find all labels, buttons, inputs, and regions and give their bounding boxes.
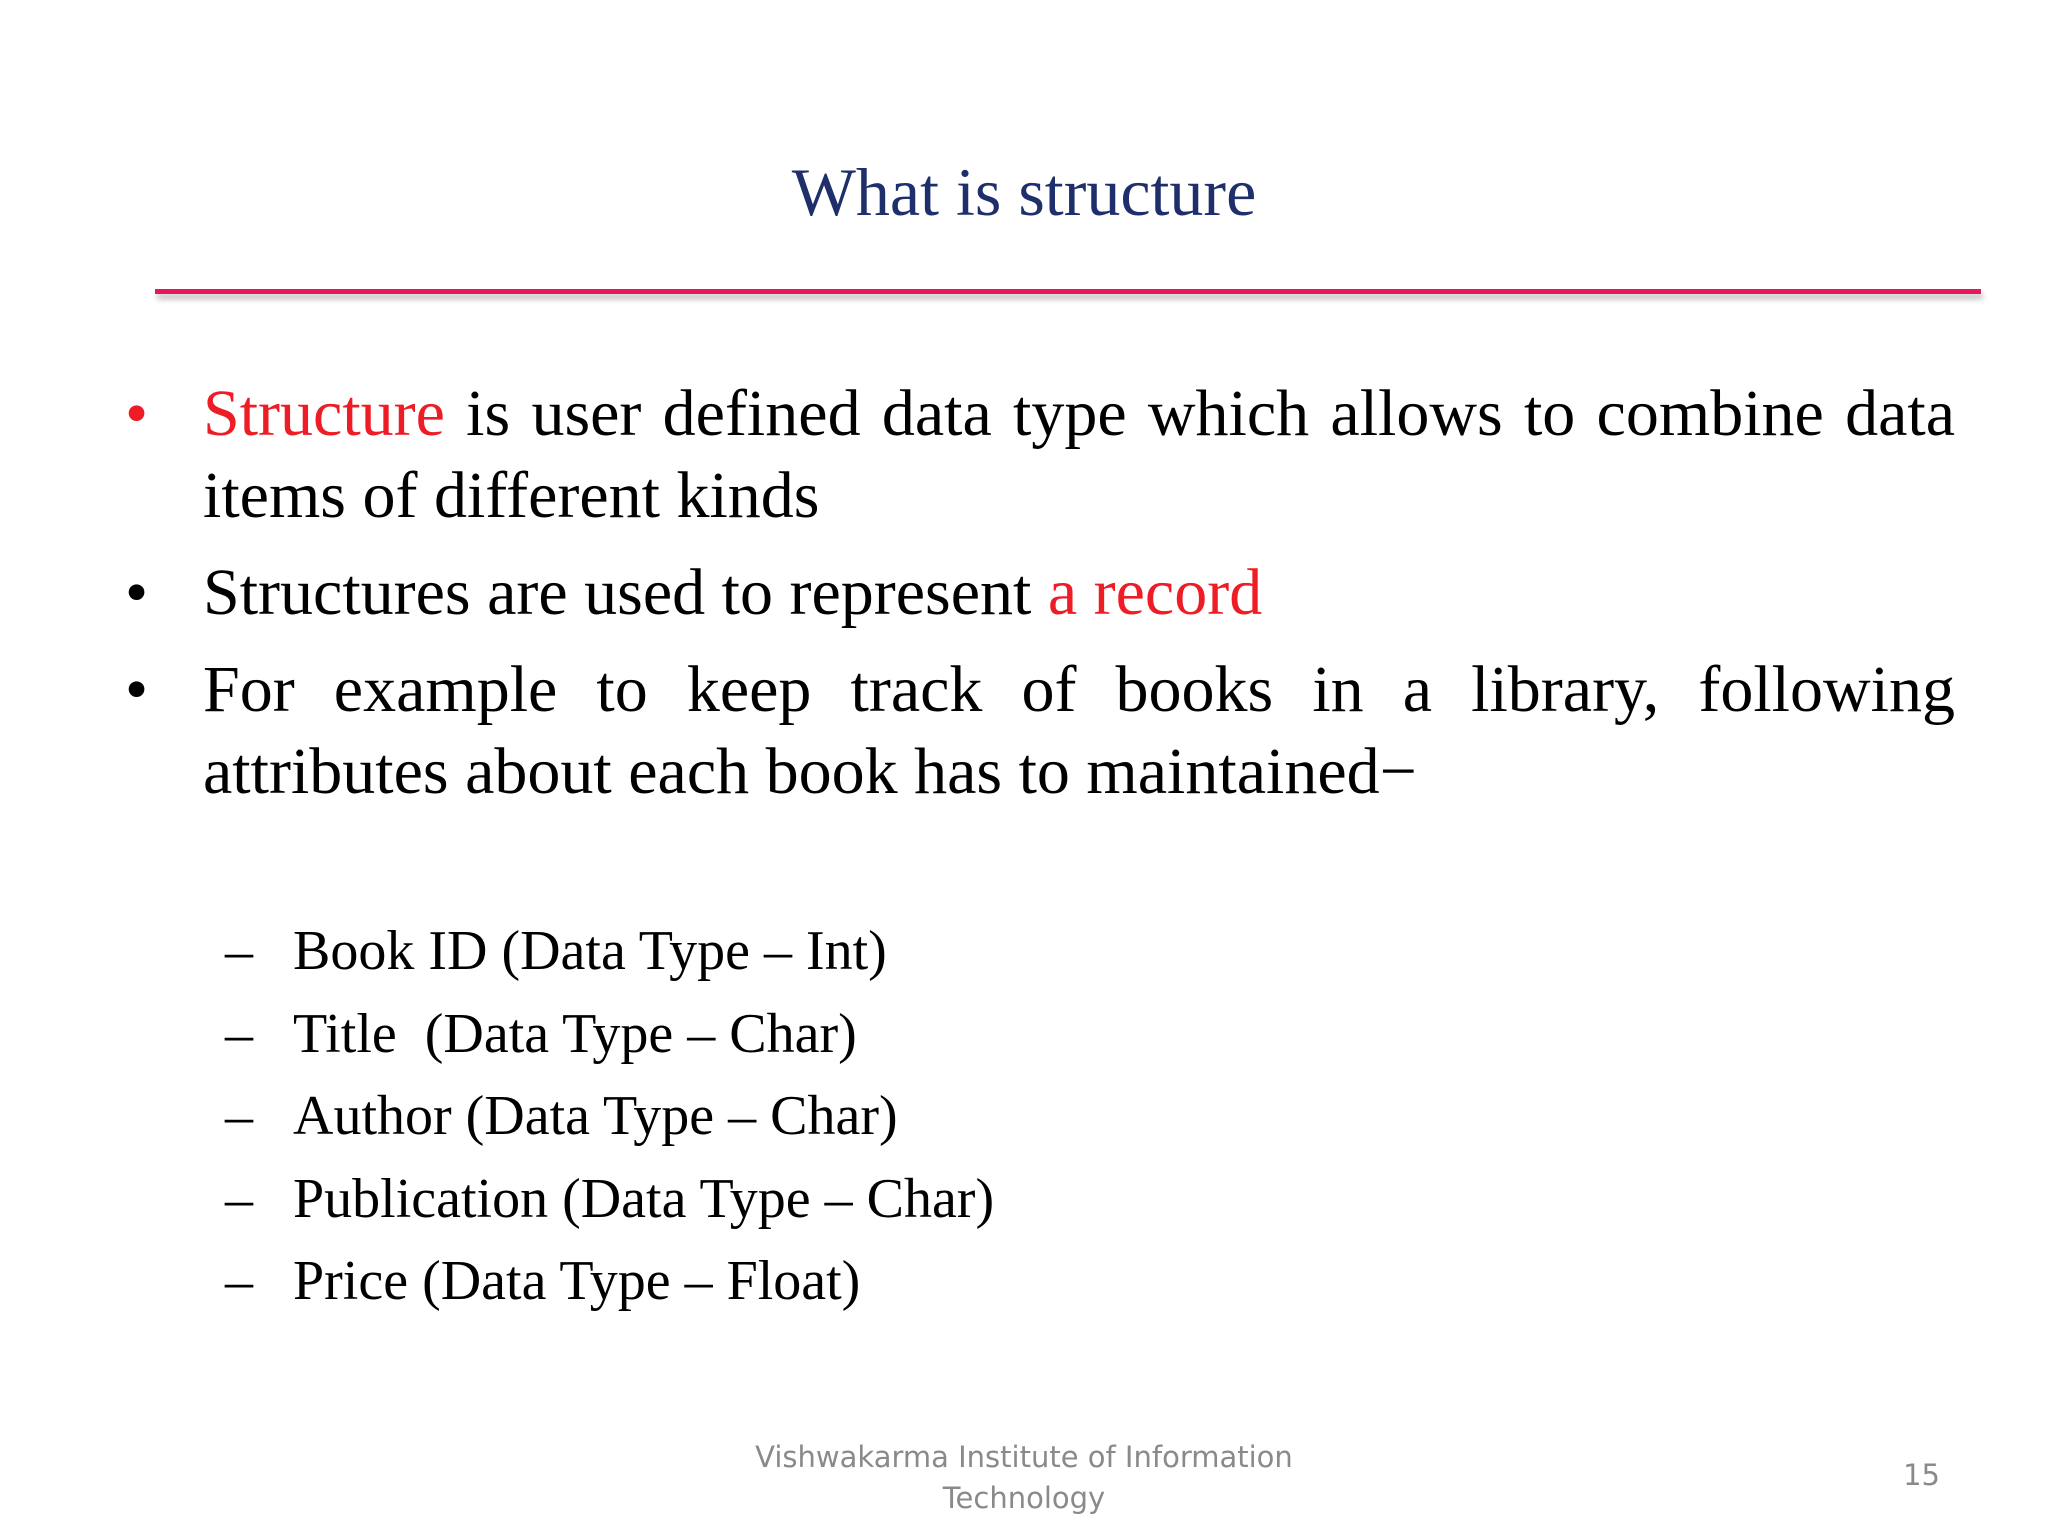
attribute-text: Title (Data Type – Char) (293, 1002, 857, 1065)
bullet-item (125, 373, 1955, 537)
bullet-item (125, 649, 1955, 813)
dash-icon: – (225, 1002, 253, 1065)
footer-institute (724, 1437, 1324, 1519)
bullet-text: Structures are used to represent (203, 556, 1048, 629)
attribute-item (225, 1240, 994, 1323)
attribute-text: Book ID (Data Type – Int) (293, 920, 887, 982)
attribute-item (225, 1075, 994, 1158)
dash-icon: – (225, 1250, 253, 1312)
attribute-text: Price (Data Type – Float) (293, 1250, 861, 1312)
dash-icon: – (225, 1167, 253, 1230)
title-divider (155, 289, 1981, 294)
attribute-item (225, 993, 994, 1076)
bullet-text: is user defined data type which allows to combine data items of different kinds (203, 377, 1955, 532)
attribute-item (225, 910, 994, 993)
bullet-icon: • (125, 377, 149, 450)
attribute-text: Publication (Data Type – Char) (293, 1167, 995, 1230)
bullet-item (125, 552, 1955, 634)
page-number: 15 (1903, 1458, 1940, 1492)
dash-icon: – (225, 1085, 253, 1147)
attribute-text: Author (Data Type – Char) (293, 1085, 898, 1147)
dash-icon: – (225, 920, 253, 982)
bullet-icon: • (125, 556, 149, 629)
bullet-icon: • (125, 653, 149, 726)
slide-title: What is structure (791, 154, 1257, 230)
bullet-highlight: Structure (203, 377, 445, 450)
attribute-list (225, 910, 994, 1323)
footer-line-1: Vishwakarma Institute of Information (755, 1440, 1293, 1474)
bullet-highlight: a record (1047, 556, 1263, 629)
footer-line-2: Technology (942, 1481, 1106, 1515)
bullet-list (125, 373, 1955, 828)
attribute-item (225, 1158, 994, 1241)
bullet-text: For example to keep track of books in a library, following attributes about each book has to maintained− (203, 653, 1955, 808)
